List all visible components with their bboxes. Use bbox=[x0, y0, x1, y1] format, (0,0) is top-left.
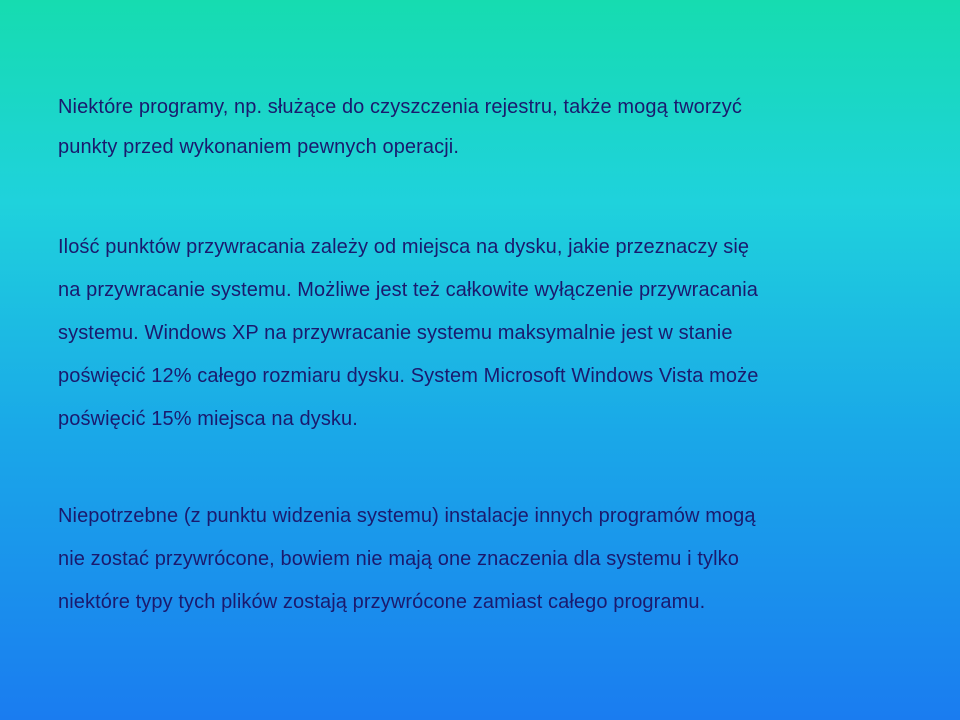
paragraph-line: Ilość punktów przywracania zależy od miejsca na dysku, jakie przeznaczy się bbox=[58, 236, 750, 258]
paragraph-line: punkty przed wykonaniem pewnych operacji. bbox=[58, 136, 459, 158]
paragraph-line: nie zostać przywrócone, bowiem nie mają one znaczenia dla systemu i tylko bbox=[58, 548, 739, 570]
paragraph-restore-points-by-programs bbox=[58, 87, 918, 167]
paragraph-line: niektóre typy tych plików zostają przywrócone zamiast całego programu. bbox=[58, 591, 706, 613]
paragraph-line: systemu. Windows XP na przywracanie systemu maksymalnie jest w stanie bbox=[58, 322, 733, 344]
paragraph-line: poświęcić 15% miejsca na dysku. bbox=[58, 408, 358, 430]
paragraph-unneeded-installations bbox=[58, 495, 918, 624]
paragraph-line: Niektóre programy, np. służące do czyszczenia rejestru, także mogą tworzyć bbox=[58, 96, 742, 118]
paragraph-line: na przywracanie systemu. Możliwe jest też całkowite wyłączenie przywracania bbox=[58, 279, 758, 301]
paragraph-restore-points-disk-space bbox=[58, 226, 918, 441]
paragraph-line: Niepotrzebne (z punktu widzenia systemu) instalacje innych programów mogą bbox=[58, 505, 756, 527]
paragraph-line: poświęcić 12% całego rozmiaru dysku. System Microsoft Windows Vista może bbox=[58, 365, 759, 387]
